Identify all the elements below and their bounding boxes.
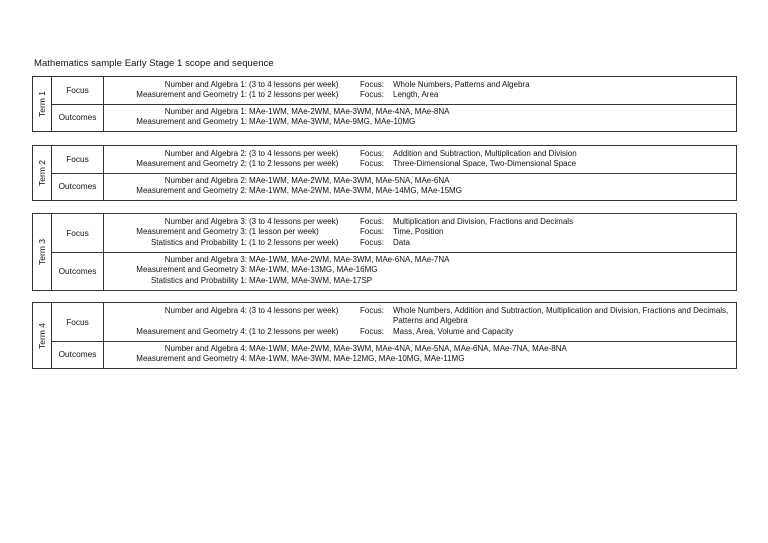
term-1-table bbox=[32, 76, 737, 132]
strand-label: Number and Algebra 3: bbox=[164, 217, 247, 226]
outcome-codes: MAe-1WM, MAe-3WM, MAe-9MG, MAe-10MG bbox=[249, 117, 416, 127]
outcome-codes: MAe-1WM, MAe-13MG, MAe-16MG bbox=[249, 265, 378, 275]
focus-prefix: Focus: bbox=[360, 159, 385, 169]
outcomes-row bbox=[52, 173, 736, 200]
lessons-per-week: (3 to 4 lessons per week) bbox=[249, 149, 339, 158]
strand-label: Measurement and Geometry 4: bbox=[136, 326, 247, 336]
outcomes-content bbox=[104, 341, 736, 368]
focus-prefix: Focus: bbox=[360, 306, 385, 315]
focus-content bbox=[104, 146, 736, 173]
focus-line bbox=[104, 227, 736, 237]
focus-row bbox=[52, 214, 736, 253]
strand-label: Measurement and Geometry 1: bbox=[136, 90, 247, 100]
lessons-per-week: (1 to 2 lessons per week) bbox=[249, 326, 339, 336]
focus-prefix: Focus: bbox=[360, 326, 385, 336]
focus-row bbox=[52, 77, 736, 105]
focus-row bbox=[52, 303, 736, 342]
term-label: Term 1 bbox=[36, 91, 47, 117]
outcome-line bbox=[104, 117, 736, 127]
focus-prefix: Focus: bbox=[360, 227, 385, 237]
strand-label: Number and Algebra 1: bbox=[164, 80, 247, 89]
outcome-codes: MAe-1WM, MAe-3WM, MAe-17SP bbox=[249, 275, 373, 285]
strand-label: Number and Algebra 4: bbox=[164, 344, 247, 353]
focus-topics: Mass, Area, Volume and Capacity bbox=[393, 326, 514, 336]
lessons-per-week: (1 to 2 lessons per week) bbox=[249, 237, 339, 247]
outcome-codes: MAe-1WM, MAe-2WM, MAe-3WM, MAe-4NA, MAe-5NA, MAe-6NA, MAe-7NA, MAe-8NA bbox=[249, 344, 567, 353]
focus-topics: Time, Position bbox=[393, 227, 444, 237]
document-title: Mathematics sample Early Stage 1 scope and sequence bbox=[34, 58, 274, 69]
outcomes-content bbox=[104, 252, 736, 290]
outcome-codes: MAe-1WM, MAe-2WM, MAe-3WM, MAe-6NA, MAe-7NA bbox=[249, 255, 450, 264]
strand-label: Measurement and Geometry 4: bbox=[136, 354, 247, 364]
outcome-line bbox=[104, 107, 736, 117]
outcomes-label: Outcomes bbox=[52, 341, 104, 368]
strand-label: Measurement and Geometry 2: bbox=[136, 159, 247, 169]
focus-content bbox=[104, 214, 736, 252]
focus-label: Focus bbox=[52, 146, 104, 173]
focus-line bbox=[104, 238, 736, 248]
outcomes-content bbox=[104, 104, 736, 131]
focus-line bbox=[104, 327, 736, 337]
outcome-line bbox=[104, 354, 736, 364]
strand-label: Number and Algebra 2: bbox=[164, 176, 247, 185]
term-label: Term 4 bbox=[36, 322, 47, 349]
outcomes-row bbox=[52, 341, 736, 368]
term-2-table bbox=[32, 145, 737, 201]
lessons-per-week: (3 to 4 lessons per week) bbox=[249, 306, 339, 315]
strand-label: Number and Algebra 3: bbox=[164, 255, 247, 264]
focus-prefix: Focus: bbox=[360, 80, 385, 89]
focus-row bbox=[52, 146, 736, 174]
focus-prefix: Focus: bbox=[360, 217, 385, 226]
lessons-per-week: (3 to 4 lessons per week) bbox=[249, 217, 339, 226]
strand-label: Measurement and Geometry 3: bbox=[136, 265, 247, 275]
focus-topics: Data bbox=[393, 237, 410, 247]
strand-label: Number and Algebra 2: bbox=[164, 149, 247, 158]
focus-line bbox=[104, 149, 736, 159]
outcome-codes: MAe-1WM, MAe-2WM, MAe-3WM, MAe-4NA, MAe-8NA bbox=[249, 107, 450, 116]
focus-prefix: Focus: bbox=[360, 149, 385, 158]
strand-label: Measurement and Geometry 2: bbox=[136, 186, 247, 196]
term-cell bbox=[33, 303, 52, 368]
term-3-table bbox=[32, 213, 737, 291]
outcomes-label: Outcomes bbox=[52, 104, 104, 131]
outcome-line bbox=[104, 276, 736, 286]
focus-line bbox=[104, 159, 736, 169]
focus-content bbox=[104, 303, 736, 341]
outcome-line bbox=[104, 176, 736, 186]
focus-line bbox=[104, 80, 736, 90]
term-label: Term 3 bbox=[36, 239, 47, 265]
focus-line bbox=[104, 306, 736, 327]
focus-topics: Multiplication and Division, Fractions and Decimals bbox=[393, 217, 574, 226]
focus-content bbox=[104, 77, 736, 104]
term-cell bbox=[33, 146, 52, 200]
strand-label: Number and Algebra 4: bbox=[164, 306, 247, 315]
outcome-line bbox=[104, 344, 736, 354]
strand-label: Measurement and Geometry 3: bbox=[136, 227, 247, 237]
lessons-per-week: (1 to 2 lessons per week) bbox=[249, 90, 339, 100]
focus-label: Focus bbox=[52, 214, 104, 252]
focus-topics: Whole Numbers, Patterns and Algebra bbox=[393, 80, 530, 89]
focus-prefix: Focus: bbox=[360, 90, 385, 100]
strand-label: Number and Algebra 1: bbox=[164, 107, 247, 116]
lessons-per-week: (1 to 2 lessons per week) bbox=[249, 159, 339, 169]
focus-topics: Addition and Subtraction, Multiplication and Division bbox=[393, 149, 577, 158]
outcome-line bbox=[104, 265, 736, 275]
term-4-table bbox=[32, 302, 737, 369]
outcome-line bbox=[104, 255, 736, 265]
strand-label: Statistics and Probability 1: bbox=[150, 237, 247, 247]
focus-prefix: Focus: bbox=[360, 237, 385, 247]
focus-topics: Length, Area bbox=[393, 90, 439, 100]
outcome-line bbox=[104, 186, 736, 196]
focus-label: Focus bbox=[52, 77, 104, 104]
outcomes-label: Outcomes bbox=[52, 252, 104, 290]
term-label: Term 2 bbox=[36, 160, 47, 186]
outcome-codes: MAe-1WM, MAe-2WM, MAe-3WM, MAe-5NA, MAe-6NA bbox=[249, 176, 450, 185]
outcomes-content bbox=[104, 173, 736, 200]
outcomes-label: Outcomes bbox=[52, 173, 104, 200]
strand-label: Measurement and Geometry 1: bbox=[136, 117, 247, 127]
outcome-codes: MAe-1WM, MAe-3WM, MAe-12MG, MAe-10MG, MAe-11MG bbox=[249, 354, 465, 364]
focus-topics: Three-Dimensional Space, Two-Dimensional Space bbox=[393, 159, 577, 169]
focus-topics: Whole Numbers, Addition and Subtraction, Multiplication and Division, Fractions and Decimals, Patterns and Algebra bbox=[393, 306, 729, 326]
term-cell bbox=[33, 77, 52, 131]
lessons-per-week: (3 to 4 lessons per week) bbox=[249, 80, 339, 89]
outcomes-row bbox=[52, 104, 736, 131]
term-cell bbox=[33, 214, 52, 290]
focus-line bbox=[104, 90, 736, 100]
focus-line bbox=[104, 217, 736, 227]
lessons-per-week: (1 lesson per week) bbox=[249, 227, 319, 237]
strand-label: Statistics and Probability 1: bbox=[150, 275, 247, 285]
outcome-codes: MAe-1WM, MAe-2WM, MAe-3WM, MAe-14MG, MAe-15MG bbox=[249, 186, 462, 196]
outcomes-row bbox=[52, 252, 736, 290]
focus-label: Focus bbox=[52, 303, 104, 341]
